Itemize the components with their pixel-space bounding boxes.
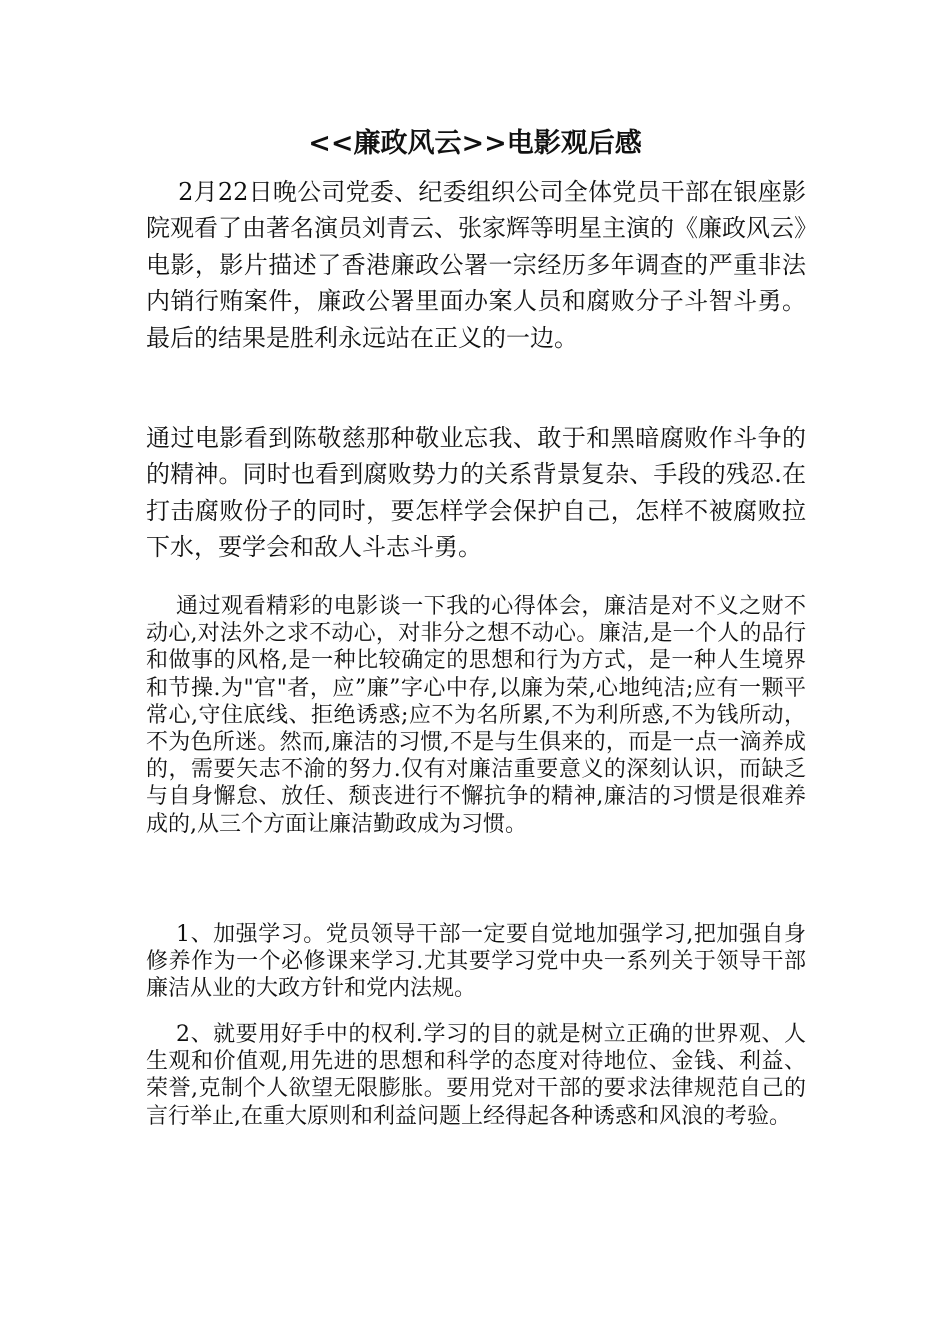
paragraph-point-1: 1、加强学习。党员领导干部一定要自觉地加强学习,把加强自身修养作为一个必修课来学习.尤其要学习党中央一系列关于领导干部廉洁从业的大政方针和党内法规。 <box>146 922 806 1002</box>
paragraph-integrity: 通过观看精彩的电影谈一下我的心得体会，廉洁是对不义之财不动心,对法外之求不动心，对非分之想不动心。廉洁,是一个人的品行和做事的风格,是一种比较确定的思想和行为方式，是一种人生境界和节操.为"官"者，应”廉”字心中存,以廉为荣,心地纯洁;应有一颗平常心,守住底线、拒绝诱惑;应不为名所累,不为利所惑,不为钱所动，不为色所迷。然而,廉洁的习惯,不是与生俱来的，而是一点一滴养成的，需要矢志不渝的努力.仅有对廉洁重要意义的深刻认识，而缺乏与自身懈怠、放任、颓丧进行不懈抗争的精神,廉洁的习惯是很难养成的,从三个方面让廉洁勤政成为习惯。 <box>146 594 806 837</box>
paragraph-reflection: 通过电影看到陈敬慈那种敬业忘我、敢于和黑暗腐败作斗争的的精神。同时也看到腐败势力的关系背景复杂、手段的残忍.在打击腐败份子的同时，要怎样学会保护自己，怎样不被腐败拉下水，要学会和敌人斗志斗勇。 <box>146 424 806 562</box>
paragraph-point-2: 2、就要用好手中的权利.学习的目的就是树立正确的世界观、人生观和价值观,用先进的思想和科学的态度对待地位、金钱、利益、荣誉,克制个人欲望无限膨胀。要用党对干部的要求法律规范自己的言行举止,在重大原则和利益问题上经得起各种诱惑和风浪的考验。 <box>146 1022 806 1129</box>
document-title: <<廉政风云>>电影观后感 <box>308 128 642 159</box>
paragraph-intro: 2月22日晚公司党委、纪委组织公司全体党员干部在银座影院观看了由著名演员刘青云、张家辉等明星主演的《廉政风云》电影，影片描述了香港廉政公署一宗经历多年调查的严重非法内销行贿案件，廉政公署里面办案人员和腐败分子斗智斗勇。最后的结果是胜利永远站在正义的一边。 <box>146 178 806 352</box>
